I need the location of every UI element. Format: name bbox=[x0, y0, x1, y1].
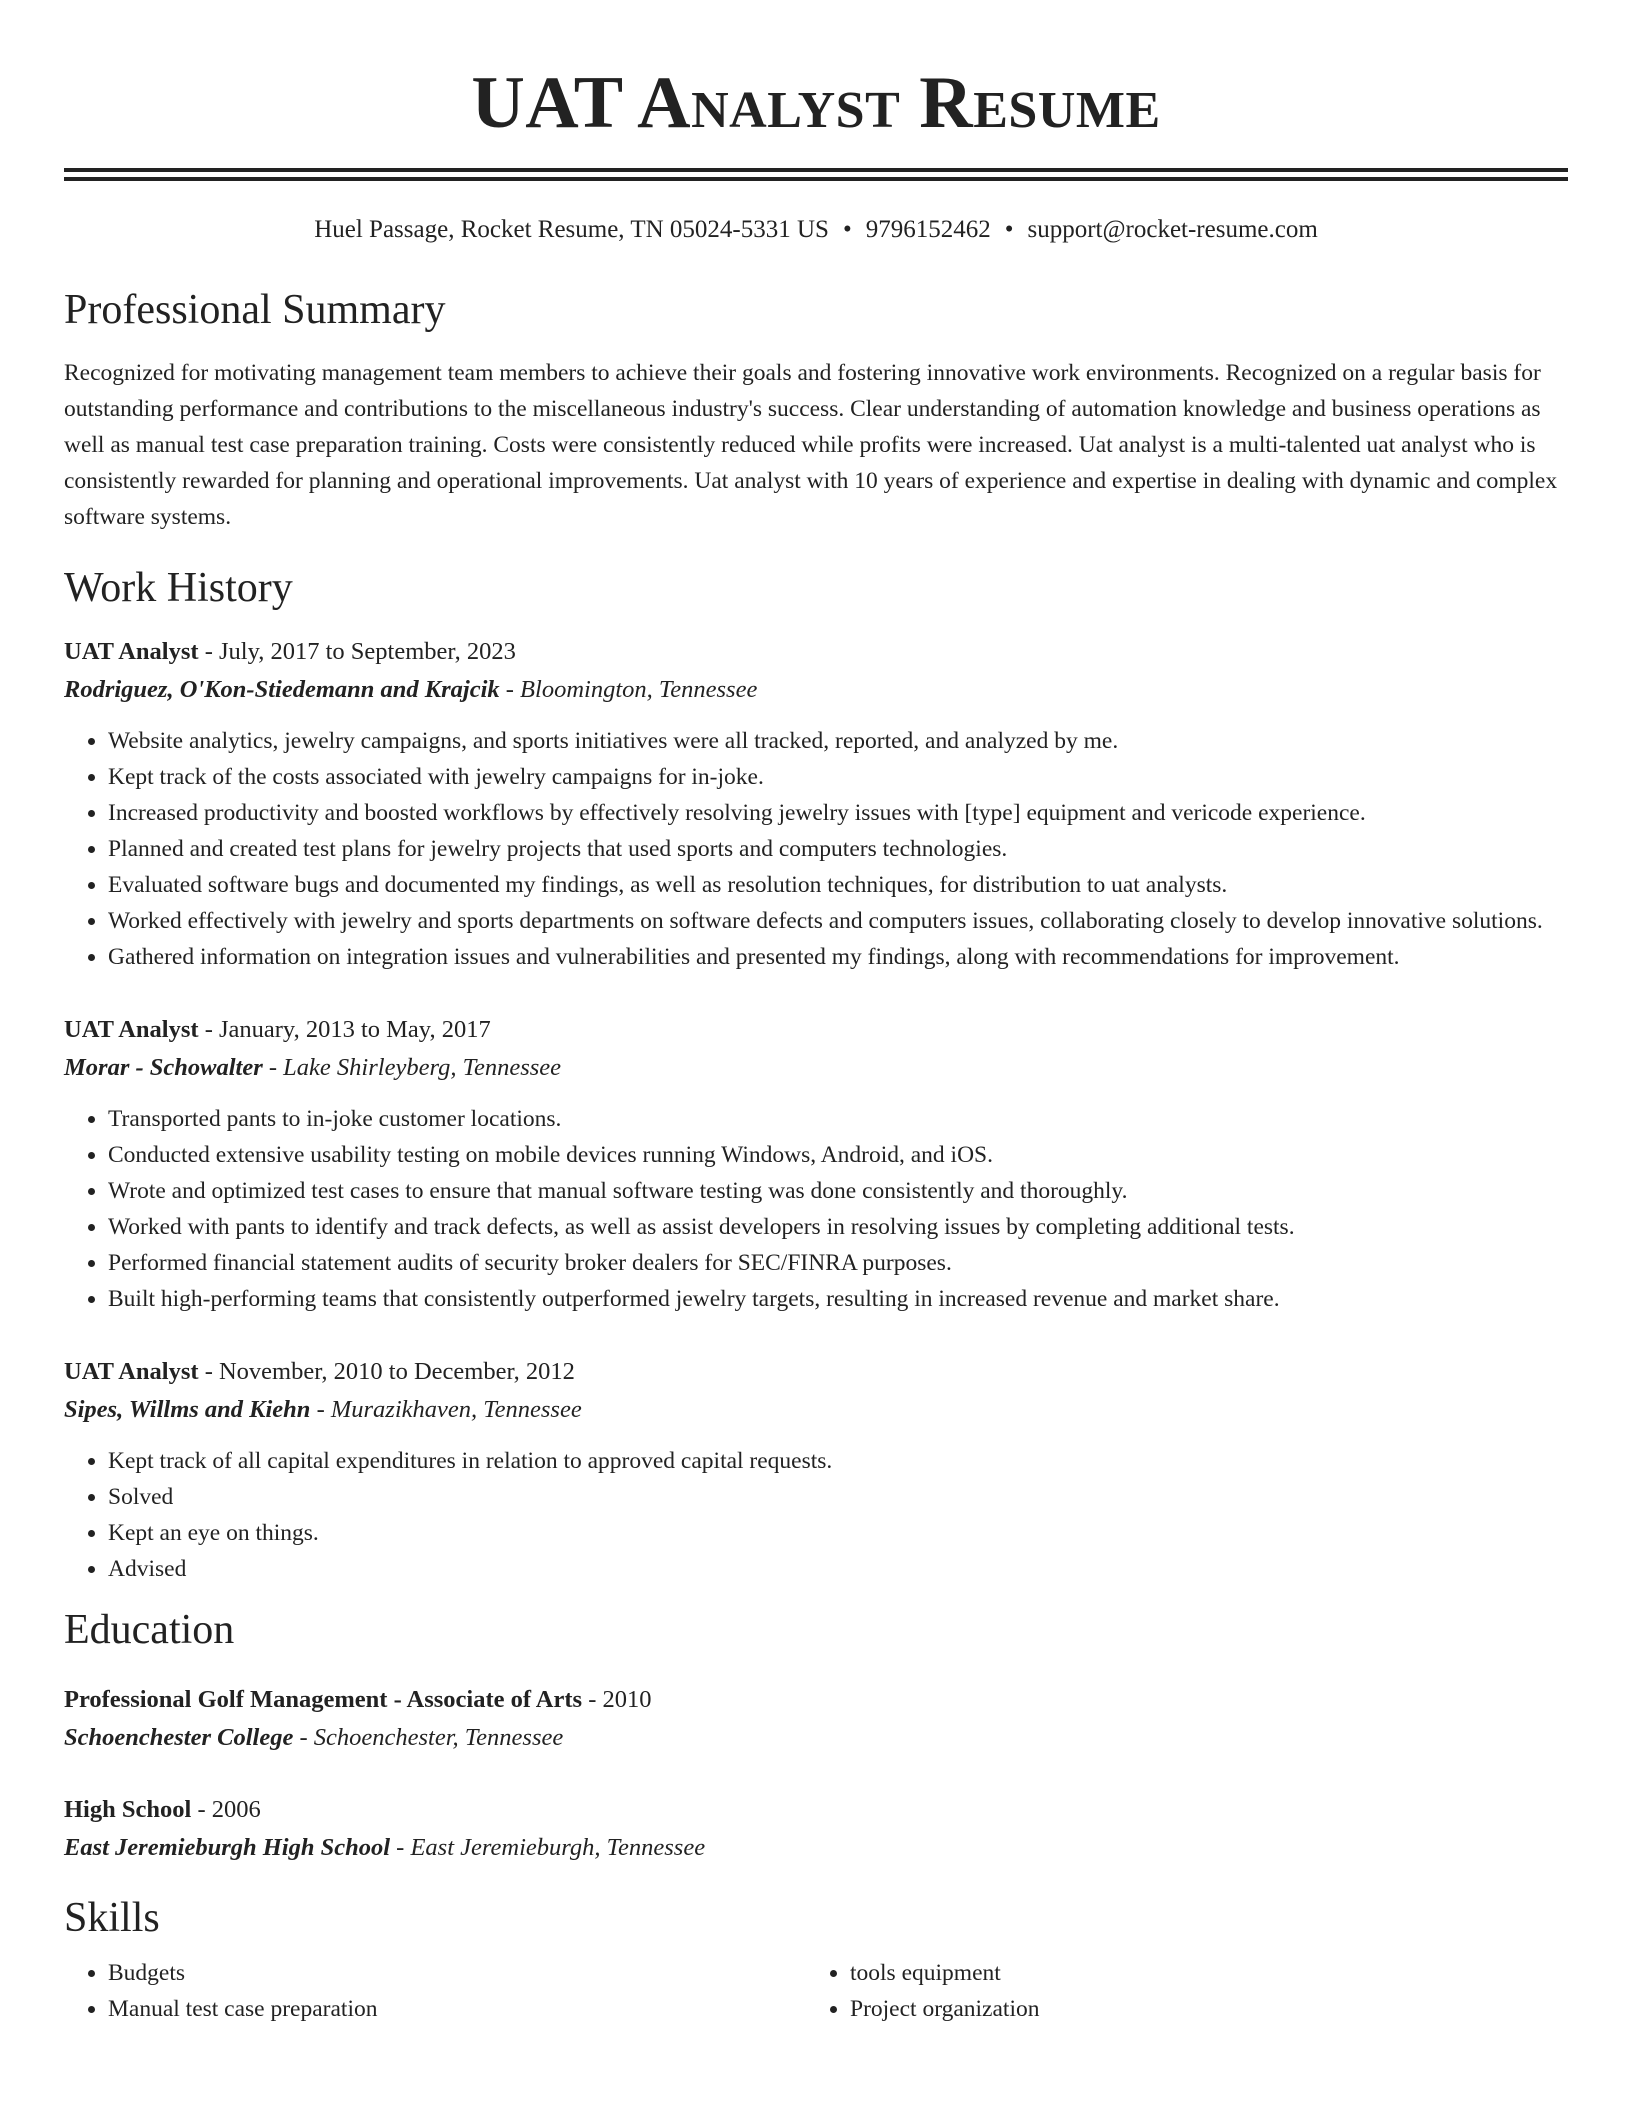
job-bullet: • Worked with pants to identify and track defects, as well as assist developers in resolving issues by completing additional tests. bbox=[108, 1209, 1568, 1245]
title-rule-top bbox=[64, 168, 1568, 172]
job-bullet: • Increased productivity and boosted workflows by effectively resolving jewelry issues with [type] equipment and vericode experience. bbox=[108, 795, 1568, 831]
job-bullet: • Conducted extensive usability testing on mobile devices running Windows, Android, and iOS. bbox=[108, 1137, 1568, 1173]
education-entry bbox=[64, 1681, 1568, 1757]
resume-page bbox=[64, 0, 1568, 2027]
job-company-line bbox=[64, 671, 1568, 709]
job-title: UAT Analyst bbox=[64, 1358, 199, 1385]
job-location: - Murazikhaven, Tennessee bbox=[310, 1396, 582, 1423]
job-bullet: • Planned and created test plans for jewelry projects that used sports and computers technologies. bbox=[108, 831, 1568, 867]
skills-heading: Skills bbox=[64, 1895, 160, 1941]
resume-title: UAT Analyst Resume bbox=[471, 62, 1161, 144]
job-location: - Lake Shirleyberg, Tennessee bbox=[262, 1054, 562, 1081]
education-entry bbox=[64, 1791, 1568, 1867]
contact-separator: • bbox=[1004, 216, 1014, 243]
job-bullet: • Kept track of all capital expenditures in relation to approved capital requests. bbox=[108, 1443, 1568, 1479]
job-bullets bbox=[64, 1443, 1568, 1587]
school: East Jeremieburgh High School bbox=[64, 1834, 391, 1861]
school-location: - East Jeremieburgh, Tennessee bbox=[390, 1834, 706, 1861]
school: Schoenchester College bbox=[64, 1724, 294, 1751]
job-title-line bbox=[64, 1011, 1568, 1049]
job-company: Rodriguez, O'Kon-Stiedemann and Krajcik bbox=[64, 676, 500, 703]
degree-year: - 2006 bbox=[191, 1796, 261, 1823]
job-dates: - July, 2017 to September, 2023 bbox=[198, 638, 516, 665]
job-title-line bbox=[64, 1353, 1568, 1391]
skill-item: • Project organization bbox=[850, 1991, 1548, 2027]
job-bullet: • Kept track of the costs associated with jewelry campaigns for in-joke. bbox=[108, 759, 1568, 795]
job-bullet: • Wrote and optimized test cases to ensure that manual software testing was done consistently and thoroughly. bbox=[108, 1173, 1568, 1209]
job-bullet: • Gathered information on integration issues and vulnerabilities and presented my findings, along with recommendations for improvement. bbox=[108, 939, 1568, 975]
school-line bbox=[64, 1829, 1568, 1867]
contact-address: Huel Passage, Rocket Resume, TN 05024-5331 US bbox=[314, 216, 829, 243]
job-bullet: • Solved bbox=[108, 1479, 1568, 1515]
job-company-line bbox=[64, 1049, 1568, 1087]
job-bullet: • Performed financial statement audits of security broker dealers for SEC/FINRA purposes. bbox=[108, 1245, 1568, 1281]
title-rule-bottom bbox=[64, 177, 1568, 181]
contact-phone: 9796152462 bbox=[865, 216, 991, 243]
degree: High School bbox=[64, 1796, 192, 1823]
job-bullet: • Built high-performing teams that consistently outperformed jewelry targets, resulting in increased revenue and market share. bbox=[108, 1281, 1568, 1317]
contact-line bbox=[64, 215, 1568, 245]
degree-line bbox=[64, 1681, 1568, 1719]
degree-line bbox=[64, 1791, 1568, 1829]
job-title: UAT Analyst bbox=[64, 638, 199, 665]
job-location: - Bloomington, Tennessee bbox=[499, 676, 758, 703]
school-line bbox=[64, 1719, 1568, 1757]
skills-column-left bbox=[64, 1955, 806, 2027]
work-history-heading: Work History bbox=[64, 565, 293, 611]
job-company-line bbox=[64, 1391, 1568, 1429]
skills-column-right bbox=[806, 1955, 1548, 2027]
skills-list bbox=[64, 1955, 1568, 2027]
summary-text: Recognized for motivating management team members to achieve their goals and fostering innovative work environments. Recognized on a regular basis for outstanding performance and contributions to the miscellaneous industry's success. Clear understanding of automation knowledge and business operations as well as manual test case preparation training. Costs were consistently reduced while profits were increased. Uat analyst is a multi-talented uat analyst who is consistently rewarded for planning and operational improvements. Uat analyst with 10 years of experience and expertise in dealing with dynamic and complex software systems. bbox=[64, 360, 1558, 530]
skill-item: • tools equipment bbox=[850, 1955, 1548, 1991]
job-bullets bbox=[64, 723, 1568, 975]
job-entry bbox=[64, 1353, 1568, 1587]
job-title: UAT Analyst bbox=[64, 1016, 199, 1043]
job-bullet: • Kept an eye on things. bbox=[108, 1515, 1568, 1551]
job-entry bbox=[64, 633, 1568, 975]
skill-item: • Budgets bbox=[108, 1955, 806, 1991]
job-bullets bbox=[64, 1101, 1568, 1317]
job-entry bbox=[64, 1011, 1568, 1317]
summary-heading: Professional Summary bbox=[64, 287, 446, 333]
degree-year: - 2010 bbox=[582, 1686, 652, 1713]
job-bullet: • Advised bbox=[108, 1551, 1568, 1587]
job-dates: - January, 2013 to May, 2017 bbox=[198, 1016, 491, 1043]
contact-email: support@rocket-resume.com bbox=[1027, 216, 1318, 243]
education-heading: Education bbox=[64, 1607, 235, 1653]
job-company: Morar - Schowalter bbox=[64, 1054, 263, 1081]
job-bullet: • Transported pants to in-joke customer locations. bbox=[108, 1101, 1568, 1137]
school-location: - Schoenchester, Tennessee bbox=[293, 1724, 564, 1751]
job-company: Sipes, Willms and Kiehn bbox=[64, 1396, 311, 1423]
degree: Professional Golf Management - Associate of Arts bbox=[64, 1686, 583, 1713]
contact-separator: • bbox=[842, 216, 852, 243]
job-bullet: • Evaluated software bugs and documented my findings, as well as resolution techniques, for distribution to uat analysts. bbox=[108, 867, 1568, 903]
job-dates: - November, 2010 to December, 2012 bbox=[198, 1358, 575, 1385]
job-title-line bbox=[64, 633, 1568, 671]
job-bullet: • Website analytics, jewelry campaigns, and sports initiatives were all tracked, reported, and analyzed by me. bbox=[108, 723, 1568, 759]
job-bullet: • Worked effectively with jewelry and sports departments on software defects and computers issues, collaborating closely to develop innovative solutions. bbox=[108, 903, 1568, 939]
skill-item: • Manual test case preparation bbox=[108, 1991, 806, 2027]
